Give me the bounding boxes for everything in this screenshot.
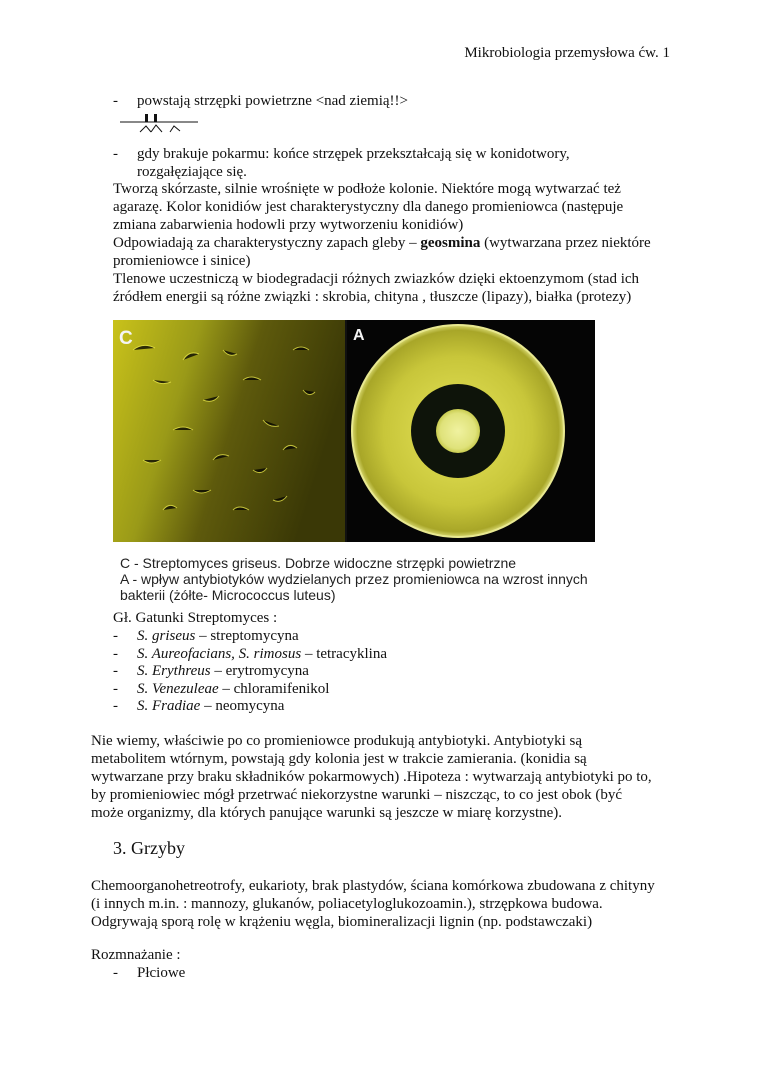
- list-dash: -: [113, 698, 118, 714]
- paragraph-line: Odgrywają sporą rolę w krążeniu węgla, biomineralizacji lignin (np. podstawczaki): [91, 914, 593, 930]
- paragraph-line: Tworzą skórzaste, silnie wrośnięte w podłoże kolonie. Niektóre mogą wytwarzać też: [113, 181, 621, 197]
- caption-line: A - wpływ antybiotyków wydzielanych przez promieniowca na wzrost innych: [120, 571, 588, 587]
- bullet-aerial-hyphae: powstają strzępki powietrzne <nad ziemią!!>: [137, 93, 408, 109]
- species-item: S. Aureofacians, S. rimosus – tetracyklina: [137, 646, 387, 662]
- paragraph-geosmin: Odpowiadają za charakterystyczny zapach gleby – geosmina (wytwarzana przez niektóre: [113, 235, 651, 251]
- figure-label-c: C: [119, 328, 133, 349]
- paragraph-line: agarazę. Kolor konidiów jest charakterystyczny dla danego promieniowca (następuje: [113, 199, 624, 215]
- paragraph-line: metabolitem wtórnym, powstają gdy kolonia jest w trakcie zamierania. (konidia są: [91, 751, 587, 767]
- streptomyces-figure: [113, 320, 595, 542]
- paragraph-line: może organizmy, dla których panujące warunki są jeszcze w miarę korzystne).: [91, 805, 563, 821]
- paragraph-line: zmiana zabarwienia hodowli przy wytworzeniu konidiów): [113, 217, 464, 233]
- species-title: Gł. Gatunki Streptomyces :: [113, 610, 278, 626]
- bullet-food-line-2: rozgałęziające się.: [137, 164, 247, 180]
- caption-line: bakterii (żółte- Micrococcus luteus): [120, 587, 336, 603]
- paragraph-line: wytwarzane przy braku składników pokarmowych) .Hipoteza : wytwarzają antybiotyki po to,: [91, 769, 652, 785]
- species-item: S. griseus – streptomycyna: [137, 628, 299, 644]
- bullet-food-line-1: gdy brakuje pokarmu: końce strzępek przekształcają się w konidotwory,: [137, 146, 570, 162]
- paragraph-line: by promieniowiec mógł przetrwać niekorzystne warunki – niszcząc, to co jest obok (być: [91, 787, 623, 803]
- paragraph-line: promieniowce i sinice): [113, 253, 251, 269]
- list-dash: -: [113, 93, 118, 109]
- figure-image: [113, 320, 595, 542]
- list-dash: -: [113, 628, 118, 644]
- paragraph-line: źródłem energii są różne związki : skrobia, chityna , tłuszcze (lipazy), białka (protezy): [113, 289, 632, 305]
- species-item: S. Erythreus – erytromycyna: [137, 663, 309, 679]
- reproduction-item: Płciowe: [137, 965, 186, 981]
- figure-label-a: A: [353, 327, 365, 344]
- list-dash: -: [113, 681, 118, 697]
- figure-caption: [120, 555, 610, 603]
- paragraph-line: Nie wiemy, właściwie po co promieniowce produkują antybiotyki. Antybiotyki są: [91, 733, 583, 749]
- list-dash: -: [113, 965, 118, 981]
- species-item: S. Fradiae – neomycyna: [137, 698, 285, 714]
- list-dash: -: [113, 646, 118, 662]
- species-item: S. Venezuleae – chloramifenikol: [137, 681, 330, 697]
- page-header: Mikrobiologia przemysłowa ćw. 1: [464, 45, 670, 61]
- antibiotic-colony: [436, 409, 480, 453]
- list-dash: -: [113, 146, 118, 162]
- reproduction-title: Rozmnażanie :: [91, 947, 181, 963]
- paragraph-line: (i innych m.in. : mannozy, glukanów, poliacetyloglukozoamin.), strzępkowa budowa.: [91, 896, 603, 912]
- paragraph-line: Chemoorganohetreotrofy, eukarioty, brak plastydów, ściana komórkowa zbudowana z chityny: [91, 878, 655, 894]
- paragraph-line: Tlenowe uczestniczą w biodegradacji różnych zwiazków dzięki ektoenzymom (stad ich: [113, 271, 640, 287]
- section-heading: 3. Grzyby: [113, 838, 185, 858]
- caption-line: C - Streptomyces griseus. Dobrze widoczne strzępki powietrzne: [120, 555, 517, 571]
- aerial-hyphae-sketch: [118, 110, 203, 136]
- list-dash: -: [113, 663, 118, 679]
